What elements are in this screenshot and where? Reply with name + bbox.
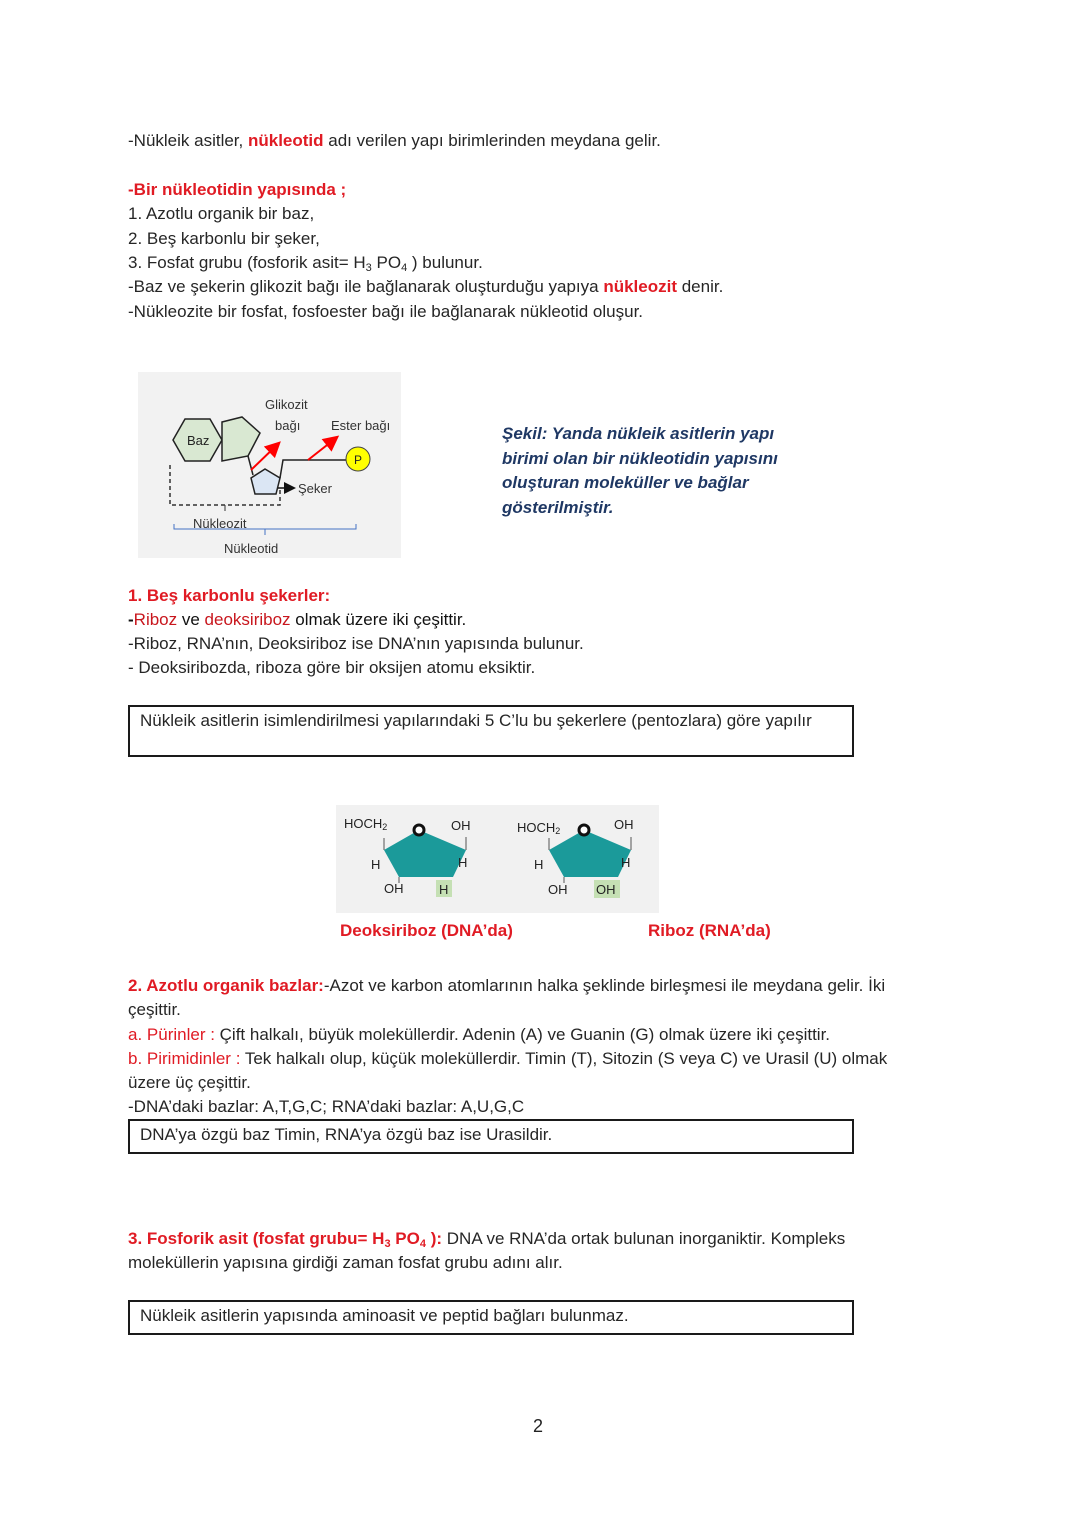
svg-text:bağı: bağı (275, 418, 301, 433)
structure-item-3 (128, 251, 483, 275)
structure-heading: -Bir nükleotidin yapısında ; (128, 180, 347, 199)
sugar-pentagon-icon (251, 469, 280, 494)
ribose-label: Riboz (RNA’da) (648, 921, 771, 940)
svg-text:OH: OH (614, 817, 634, 832)
bases-note-box (128, 1119, 854, 1154)
highlight-nukleotid: nükleotid (247, 131, 324, 150)
text: DNA ve RNA’da ortak bulunan inorganiktir. Kompleks (442, 1229, 846, 1248)
svg-text:OH: OH (596, 882, 616, 897)
svg-text:H: H (534, 857, 544, 872)
pyrimidines-cont: üzere üç çeşittir. (128, 1073, 251, 1092)
nucleoside-definition (128, 275, 723, 299)
svg-text:Nükleozit: Nükleozit (193, 516, 247, 531)
figure-caption: Şekil: Yanda nükleik asitlerin yapı birimi olan bir nükleotidin yapısını oluşturan moleküller ve bağlar gösterilmiştir. (502, 424, 778, 517)
page-number: 2 (533, 1416, 544, 1436)
svg-text:OH: OH (384, 881, 404, 896)
dna-rna-bases-line: -DNA’daki bazlar: A,T,G,C; RNA’daki bazlar: A,U,G,C (128, 1097, 525, 1116)
text: olmak üzere iki çeşittir. (290, 610, 467, 629)
text: -Azot ve karbon atomlarının halka şeklinde birleşmesi ile meydana gelir. İki (323, 976, 886, 995)
text: 3. Fosforik asit (fosfat grubu= H (128, 1229, 385, 1248)
pyrimidines-line (128, 1047, 887, 1071)
sugars-types-line (128, 608, 466, 632)
ester-arrow-icon (308, 438, 336, 460)
svg-text:Nükleotid: Nükleotid (224, 541, 279, 556)
phosphate-heading-line (128, 1227, 845, 1251)
sugars-line-3: - Deoksiribozda, riboza göre bir oksijen atomu eksiktir. (128, 658, 536, 677)
svg-text:H: H (458, 855, 468, 870)
nucleotide-definition: -Nükleozite bir fosfat, fosfoester bağı ile bağlanarak nükleotid oluşur. (128, 302, 644, 321)
svg-text:P: P (354, 453, 363, 467)
phosphate-heading (128, 1229, 442, 1248)
structure-item-1: 1. Azotlu organik bir baz, (128, 204, 315, 223)
highlight-nukleozit: nükleozit (603, 277, 677, 296)
ribose-structure-icon (517, 817, 634, 898)
intro-line (128, 129, 661, 153)
phosphate-text-cont: moleküllerin yapısına girdiği zaman fosfat grubu adını alır. (128, 1253, 563, 1272)
text: PO (390, 1229, 420, 1248)
text: denir. (677, 277, 724, 296)
purines-line (128, 1023, 830, 1047)
glycosidic-arrow-icon (251, 444, 278, 470)
svg-text:H: H (621, 855, 631, 870)
text: - (128, 610, 134, 629)
sugar-structures-svg (336, 805, 659, 913)
svg-text:HOCH2: HOCH2 (344, 816, 388, 832)
term-deoksiriboz: deoksiriboz (204, 610, 291, 629)
deoxyribose-label: Deoksiriboz (DNA’da) (340, 921, 513, 940)
bases-heading-line (128, 974, 885, 998)
text: ve (177, 610, 205, 629)
purines-label: a. Pürinler : (128, 1025, 220, 1044)
svg-text:Şeker: Şeker (298, 481, 332, 496)
bases-heading: 2. Azotlu organik bazlar: (128, 976, 324, 995)
text: -Baz ve şekerin glikozit bağı ile bağlanarak oluşturduğu yapıya (128, 277, 604, 296)
text: Tek halkalı olup, küçük moleküllerdir. Timin (T), Sitozin (S veya C) ve Urasil (U) olmak (244, 1049, 888, 1068)
text: 3. Fosfat grubu (fosforik asit= H (128, 253, 366, 272)
deoxyribose-structure-icon (344, 816, 471, 897)
text: ): (426, 1229, 443, 1248)
svg-text:Glikozit: Glikozit (265, 397, 308, 412)
subscript: 4 (401, 262, 408, 274)
svg-text:H: H (439, 882, 449, 897)
svg-text:HOCH2: HOCH2 (517, 820, 561, 836)
text: Çift halkalı, büyük moleküllerdir. Adenin (A) ve Guanin (G) olmak üzere iki çeşittir. (219, 1025, 831, 1044)
subscript: 4 (419, 1238, 426, 1250)
svg-text:Ester bağı: Ester bağı (331, 418, 391, 433)
text: PO (371, 253, 402, 272)
note-text: Nükleik asitlerin yapısında aminoasit ve peptid bağları bulunmaz. (140, 1306, 629, 1325)
note-text: Nükleik asitlerin isimlendirilmesi yapılarındaki 5 C’lu bu şekerlere (pentozlara) göre yapılır (140, 711, 812, 730)
note-text: DNA’ya özgü baz Timin, RNA’ya özgü baz ise Urasildir. (140, 1125, 553, 1144)
svg-text:H: H (371, 857, 381, 872)
pyrimidines-label: b. Pirimidinler : (128, 1049, 245, 1068)
base-pentagon-icon (222, 417, 260, 461)
sugars-heading: 1. Beş karbonlu şekerler: (128, 586, 331, 605)
term-riboz: Riboz (133, 610, 178, 629)
text: -Nükleik asitler, (128, 131, 248, 150)
sugars-line-2: -Riboz, RNA’nın, Deoksiriboz ise DNA’nın yapısında bulunur. (128, 634, 584, 653)
nucleotide-diagram-svg (138, 372, 401, 558)
sugar-structures-diagram (336, 805, 659, 913)
text: ) bulunur. (407, 253, 483, 272)
svg-text:OH: OH (451, 818, 471, 833)
structure-item-2: 2. Beş karbonlu bir şeker, (128, 229, 320, 248)
subscript: 3 (365, 262, 372, 274)
bases-heading-cont: çeşittir. (128, 1000, 181, 1019)
svg-text:Baz: Baz (187, 433, 210, 448)
svg-text:OH: OH (548, 882, 568, 897)
nucleotide-diagram (138, 372, 401, 558)
sugars-note-box (128, 705, 854, 757)
text: adı verilen yapı birimlerinden meydana gelir. (323, 131, 661, 150)
phosphate-note-box (128, 1300, 854, 1335)
subscript: 3 (384, 1238, 391, 1250)
